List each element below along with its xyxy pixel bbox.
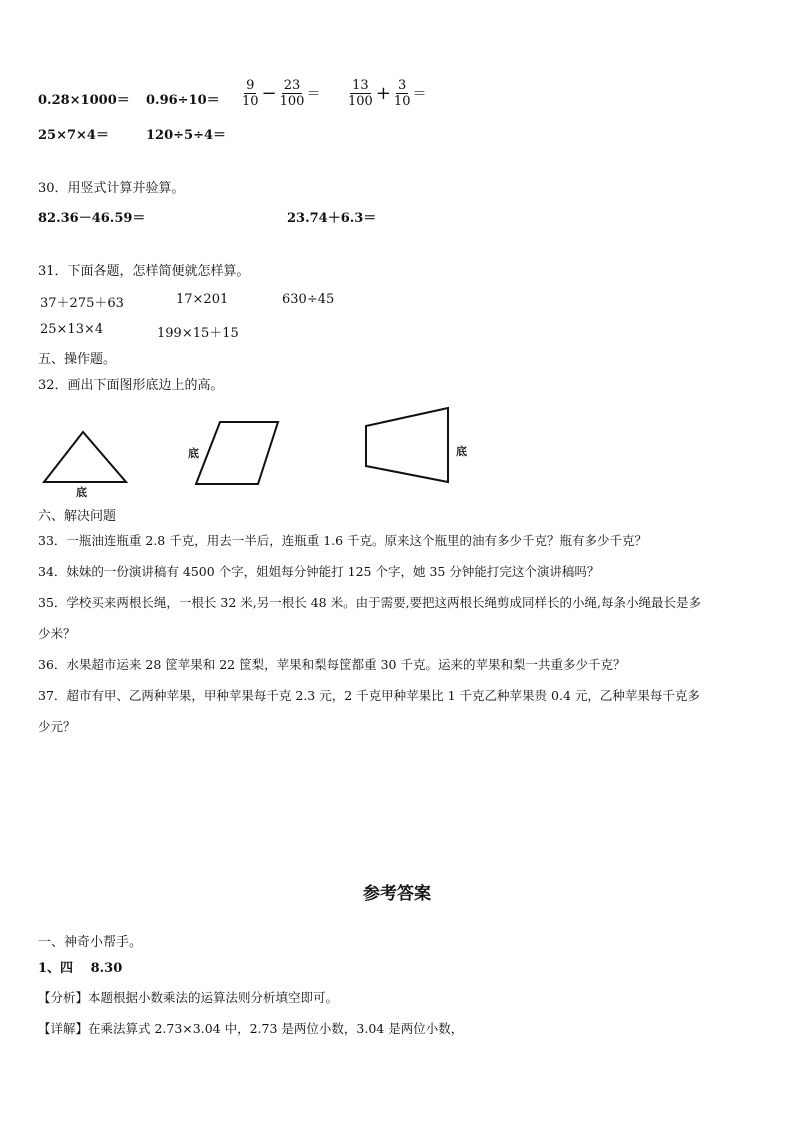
- trapezoid-figure: [358, 402, 458, 488]
- parallelogram-shape: [196, 422, 278, 484]
- triangle-shape: [44, 432, 126, 482]
- word-problem-continued: 少米？: [38, 626, 76, 641]
- answer-analysis: 【分析】本题根据小数乘法的运算法则分析填空即可。: [38, 990, 339, 1005]
- denominator: 100: [348, 94, 373, 109]
- section-heading: 六、解决问题: [38, 509, 117, 524]
- parallelogram-figure: [188, 416, 288, 490]
- base-label: 底: [188, 447, 199, 460]
- fraction-expression: [240, 78, 320, 109]
- word-problem-continued: 少元？: [38, 719, 76, 734]
- denominator: 100: [279, 94, 305, 109]
- base-label: 底: [456, 445, 467, 458]
- question-title: 30．用竖式计算并验算。: [38, 181, 185, 196]
- operator: −: [261, 83, 277, 104]
- question-title: 31．下面各题，怎样简便就怎样算。: [38, 264, 250, 279]
- triangle-figure: [38, 418, 138, 496]
- calc-item: 0.96÷10＝: [146, 93, 220, 108]
- calc-item: 25×7×4＝: [38, 128, 109, 143]
- calc-item: 630÷45: [282, 292, 335, 307]
- calc-item: 37＋275＋63: [40, 296, 124, 311]
- word-problem: 35．学校买来两根长绳，一根长 32 米,另一根长 48 米。由于需要,要把这两根长绳剪成同样长的小绳,每条小绳最长是多: [38, 595, 702, 610]
- denominator: 10: [242, 94, 259, 109]
- word-problem: 34．妹妹的一份演讲稿有 4500 个字，姐姐每分钟能打 125 个字，她 35 分钟能打完这个演讲稿吗？: [38, 564, 600, 579]
- numerator: 13: [352, 78, 369, 93]
- equals-sign: ＝: [412, 86, 427, 103]
- numerator: 9: [246, 78, 255, 93]
- base-label: 底: [76, 486, 87, 499]
- calc-item: 82.36－46.59＝: [38, 211, 146, 226]
- fraction-expression: [346, 78, 426, 109]
- calc-item: 0.28×1000＝: [38, 93, 130, 108]
- equals-sign: ＝: [306, 86, 321, 103]
- answer-item: 1、四 8.30: [38, 961, 123, 976]
- denominator: 10: [393, 94, 411, 109]
- word-problem: 36．水果超市运来 28 筐苹果和 22 筐梨，苹果和梨每筐都重 30 千克。运来的苹果和梨一共重多少千克？: [38, 657, 626, 672]
- numerator: 23: [283, 78, 301, 93]
- question-title: 32．画出下面图形底边上的高。: [38, 378, 224, 393]
- operator: +: [375, 83, 391, 104]
- answers-title: 参考答案: [363, 884, 431, 904]
- calc-item: 25×13×4: [40, 322, 104, 337]
- calc-item: 23.74＋6.3＝: [287, 211, 377, 226]
- calc-item: 120÷5÷4＝: [146, 128, 227, 143]
- section-heading: 五、操作题。: [38, 352, 117, 367]
- word-problem: 37．超市有甲、乙两种苹果，甲种苹果每千克 2.3 元，2 千克甲种苹果比 1 千克乙种苹果贵 0.4 元，乙种苹果每千克多: [38, 688, 700, 703]
- answer-detail: 【详解】在乘法算式 2.73×3.04 中，2.73 是两位小数，3.04 是两位小数，: [38, 1021, 464, 1036]
- word-problem: 33．一瓶油连瓶重 2.8 千克，用去一半后，连瓶重 1.6 千克。原来这个瓶里的油有多少千克？瓶有多少千克？: [38, 533, 648, 548]
- trapezoid-shape: [366, 408, 448, 482]
- calc-item: 17×201: [176, 292, 229, 307]
- numerator: 3: [398, 78, 407, 93]
- calc-item: 199×15＋15: [157, 326, 239, 341]
- section-heading: 一、神奇小帮手。: [38, 935, 143, 950]
